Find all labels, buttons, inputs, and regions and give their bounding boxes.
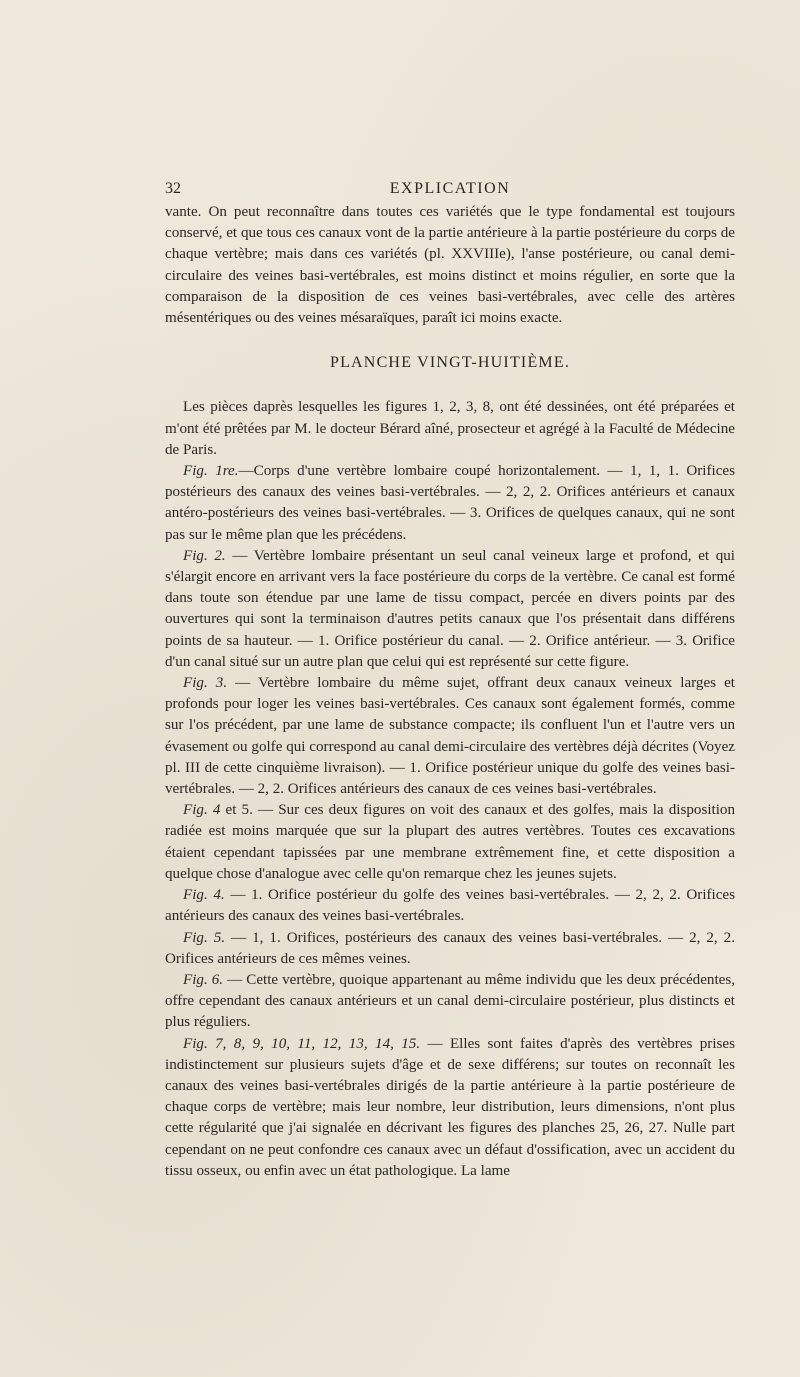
figure-paragraph xyxy=(165,1034,735,1182)
continuation-paragraph: vante. On peut reconnaître dans toutes ces variétés que le type fondamental est toujours conservé, et que tous ces canaux vont de la partie antérieure à la partie postérieure du corps de chaque vertèbre; mais dans ces variétés (pl. XXVIIIe), l'anse postérieure, ou canal demi-circulaire des veines basi-vertébrales, est moins distinct et moins régulier, en sorte que la comparaison de la disposition de ces veines basi-vertébrales, avec celle des artères mésentériques ou des veines mésaraïques, paraît ici moins exacte. xyxy=(165,204,735,327)
figure-text: — Elles sont faites d'après des vertèbres prises indistinctement sur plusieurs sujets d'âge et de sexe différens; sur toutes on reconnaît les canaux des veines basi-vertébrales dirigés de la partie antérieure à la partie postérieure de chaque corps de vertèbre; mais leur nombre, leur distribution, leurs dimensions, n'ont plus cette régularité que j'ai signalée en décrivant les figures des planches 25, 26, 27. Nulle part cependant on ne peut confondre ces canaux avec un défaut d'ossification, avec un accident du tissu osseux, ou enfin avec un état pathologique. La lame xyxy=(165,1035,735,1179)
figure-text: et 5. — Sur ces deux figures on voit des canaux et des golfes, mais la disposition radiée est moins marquée que sur la plupart des autres vertèbres. Toutes ces excavations étaient cependant tapissées par une membrane extrêmement fine, et cette disposition a quelque chose d'analogue avec celle qu'on remarque chez les jeunes sujets. xyxy=(165,802,735,882)
figure-text: — Vertèbre lombaire du même sujet, offrant deux canaux veineux larges et profonds pour loger les veines basi-vertébrales. Ces canaux sont également formés, comme sur l'os précédent, par une lame de substance compacte; ils confluent l'un et l'autre vers un évasement ou golfe qui correspond au canal demi-circulaire des vertèbres déjà décrites (Voyez pl. III de cette cinquième livraison). — 1. Orifice postérieur unique du golfe des veines basi-vertébrales. — 2, 2. Orifices antérieurs des canaux de ces veines basi-vertébrales. xyxy=(165,675,736,798)
figure-ref: Fig. 7, 8, 9, 10, 11, 12, 13, 14, 15. xyxy=(183,1035,421,1052)
intro-paragraph: Les pièces daprès lesquelles les figures 1, 2, 3, 8, ont été dessinées, ont été préparées et m'ont été prêtées par M. le docteur Bérard aîné, prosecteur et agrégé à la Faculté de Médecine de Paris. xyxy=(165,399,735,458)
figure-text: — Vertèbre lombaire présentant un seul canal veineux large et profond, et qui s'élargit encore en arrivant vers la face postérieure du corps de la vertèbre. Ce canal est formé dans toute son étendue par une lame de tissu compact, percée en divers points par des ouvertures qui sont la terminaison d'autres petits canaux que l'os présentait dans différens points de sa hauteur. — 1. Orifice postérieur du canal. — 2. Orifice antérieur. — 3. Orifice d'un canal situé sur un autre plan que celui qui est représenté sur cette figure. xyxy=(165,547,736,670)
figure-text: — 1. Orifice postérieur du golfe des veines basi-vertébrales. — 2, 2, 2. Orifices antérieurs des canaux des veines basi-vertébrales. xyxy=(165,887,736,925)
figure-ref: Fig. 2. xyxy=(183,547,226,564)
figure-paragraph xyxy=(165,461,735,546)
figure-paragraph xyxy=(165,546,735,673)
figure-paragraph xyxy=(165,673,735,800)
figure-paragraph xyxy=(165,885,735,927)
figure-ref: Fig. 5. xyxy=(183,929,226,946)
plate-heading: PLANCHE VINGT-HUITIÈME. xyxy=(329,354,571,372)
figure-ref: Fig. 1re. xyxy=(183,463,239,480)
figure-ref: Fig. 3. xyxy=(183,675,228,692)
figure-ref: Fig. 4 xyxy=(183,802,221,819)
figure-text: — Cette vertèbre, quoique appartenant au même individu que les deux précédentes, offre cependant des canaux antérieurs et un canal demi-circulaire postérieur, plus distincts et plus réguliers. xyxy=(165,971,736,1031)
body-text xyxy=(165,202,735,1182)
figure-paragraph xyxy=(165,800,735,885)
figure-text: — 1, 1. Orifices, postérieurs des canaux des veines basi-vertébrales. — 2, 2, 2. Orifices antérieurs de ces mêmes veines. xyxy=(165,929,736,967)
figure-paragraph xyxy=(165,970,735,1034)
figure-text: —Corps d'une vertèbre lombaire coupé horizontalement. — 1, 1, 1. Orifices postérieurs des canaux des veines basi-vertébrales. — 2, 2, 2. Orifices antérieurs et canaux antéro-postérieurs des veines basi-vertébrales. — 3. Orifices de quelques canaux, qui ne sont pas sur le même plan que les précédens. xyxy=(165,463,735,543)
figure-paragraph xyxy=(165,928,735,970)
running-title: EXPLICATION xyxy=(389,180,511,197)
figure-ref: Fig. 6. xyxy=(183,971,224,988)
page-number: 32 xyxy=(165,180,181,197)
page-header xyxy=(165,180,735,202)
figure-ref: Fig. 4. xyxy=(183,887,225,904)
